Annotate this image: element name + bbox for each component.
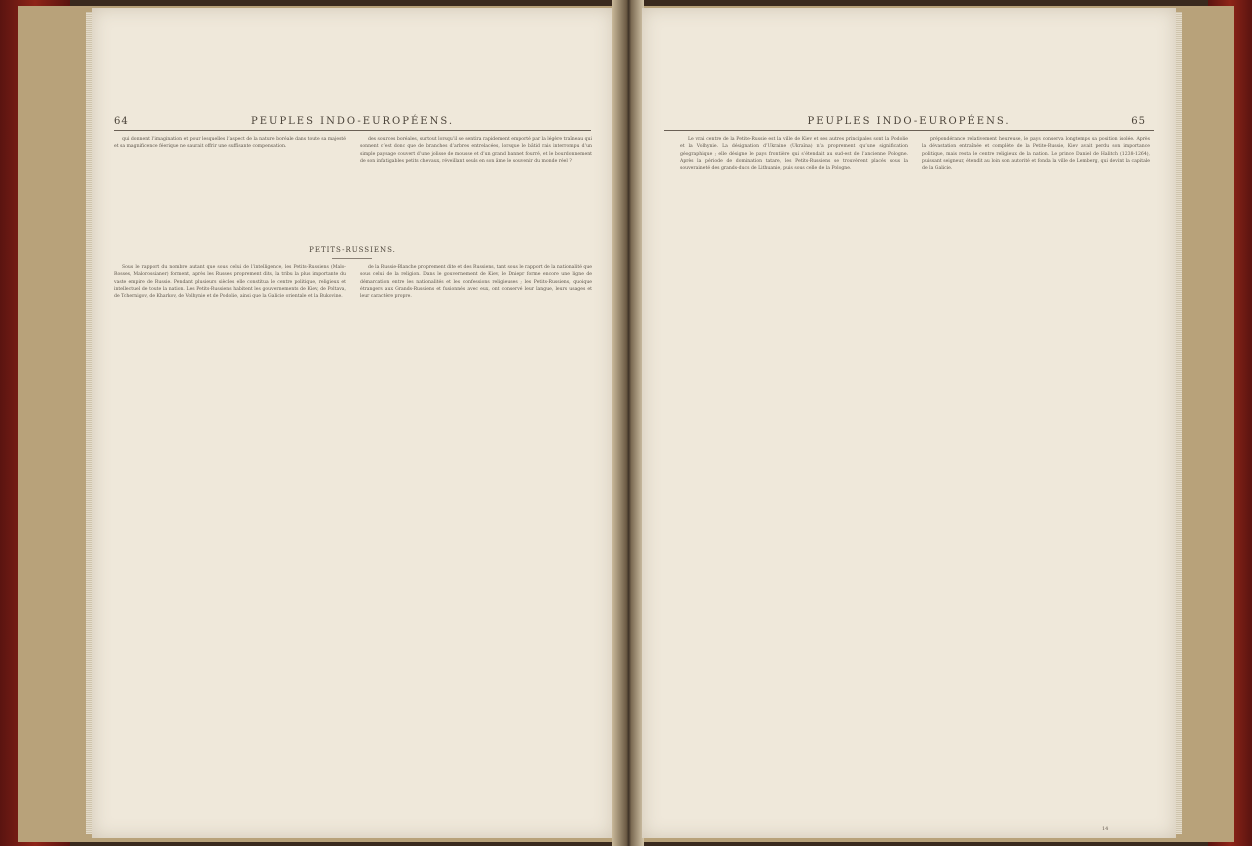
right-running-title: PEUPLES INDO-EUROPÉENS.: [807, 116, 1011, 127]
right-body-text-2: prépondérance relativement heureuse, le pays conserva longtemps sa position isolée. Après la dévastation entraînée et complète de la Petite-Russie, Kiev avait perdu son importance politique, mais resta le centre religieux de la nation. Le prince Daniel de Halitch (1238-1264), puissant seigneur, étendit au loin son autorité et fonda la ville de Lemberg, qui devint la capitale de la Galicie.: [922, 137, 1150, 172]
left-body-text-2: de la Russie-Blanche proprement dite et des Russiens, tant sous le rapport de la nationalité que sous celui de la religion. Dans le gouvernement de Kiev, le Dniepr forme encore une ligne de démarcation entre les nationalités et les confessions religieuses ; les Petits-Russiens, quoique étrangers aux Grands-Russiens et fusionnés avec eux, ont conservé leur langue, leurs usages et leur caractère propre.: [360, 265, 592, 300]
left-intro-text-1: qui donnent l’imagination et pour lesquelles l’aspect de la nature boréale dans toute sa majesté et sa magnificence féerique ne saurait offrir une suffisante compensation.: [114, 137, 346, 150]
left-body-column-2: [360, 264, 592, 824]
right-page: [642, 8, 1176, 838]
printer-signature: 14: [1102, 826, 1109, 832]
right-body-column-2: [922, 136, 1150, 826]
right-body-column-1: [680, 136, 908, 826]
book-gutter: [612, 0, 644, 846]
left-intro-column-1: [114, 136, 346, 214]
right-body-text-1: Le vrai centre de la Petite-Russie est la ville de Kiev et ses autres principales sont la Podolie et la Volhynie. La désignation d’Ukraine (Ukraïna) n’a proprement qu’une signification géographique ; elle désigne le pays frontière qui s’étendait au sud-est de l’ancienne Pologne. Après la période de domination tatare, les Petits-Russiens se trouvèrent placés sous la souveraineté des grands-ducs de Lithuanie, puis sous celle de la Pologne.: [680, 137, 908, 172]
section-rule: [332, 258, 372, 259]
left-intro-column-2: [360, 136, 592, 214]
section-title: PETITS-RUSSIENS.: [309, 246, 396, 254]
page-edges-right: [1176, 12, 1182, 834]
left-running-title: PEUPLES INDO-EUROPÉENS.: [250, 116, 455, 127]
left-page-number: 64: [114, 116, 129, 127]
left-page: [92, 8, 613, 838]
left-intro-text-2: des sources boréales, surtout lorsqu’il se sentira rapidement emporté par la légère traîneau qui sonnent c’est donc que de branches d’arbres entrelacées, lorsque le bâtid rais interrompu d’un simple paysage couvert d’une jolisse de mousse et d’un grand bannet fourré, et le bourdonnement de son infatigables petits chevaux, réveillant seuls en son âme le souvenir du monde réel ?: [360, 137, 592, 164]
left-body-text-1: Sous le rapport du nombre autant que sous celui de l’intelligence, les Petits-Russiens (Malo-Rosses, Malorossianer) forment, après les Russes proprement dits, la tribu la plus importante du vaste empire de Russie. Pendant plusieurs siècles elle constitua le centre politique, religieux et intellectuel de toute la nation. Les Petits-Russiens habitent les gouvernements de Kiev, de Poltava, de Tchernigov, de Kharkov, de Volhynie et de Podolie, ainsi que la Galicie orientale et la Bukovine.: [114, 265, 346, 300]
right-head-rule: [664, 130, 1154, 131]
left-body-column-1: [114, 264, 346, 824]
right-page-number: 65: [1131, 116, 1146, 127]
left-head-rule: [114, 130, 591, 131]
